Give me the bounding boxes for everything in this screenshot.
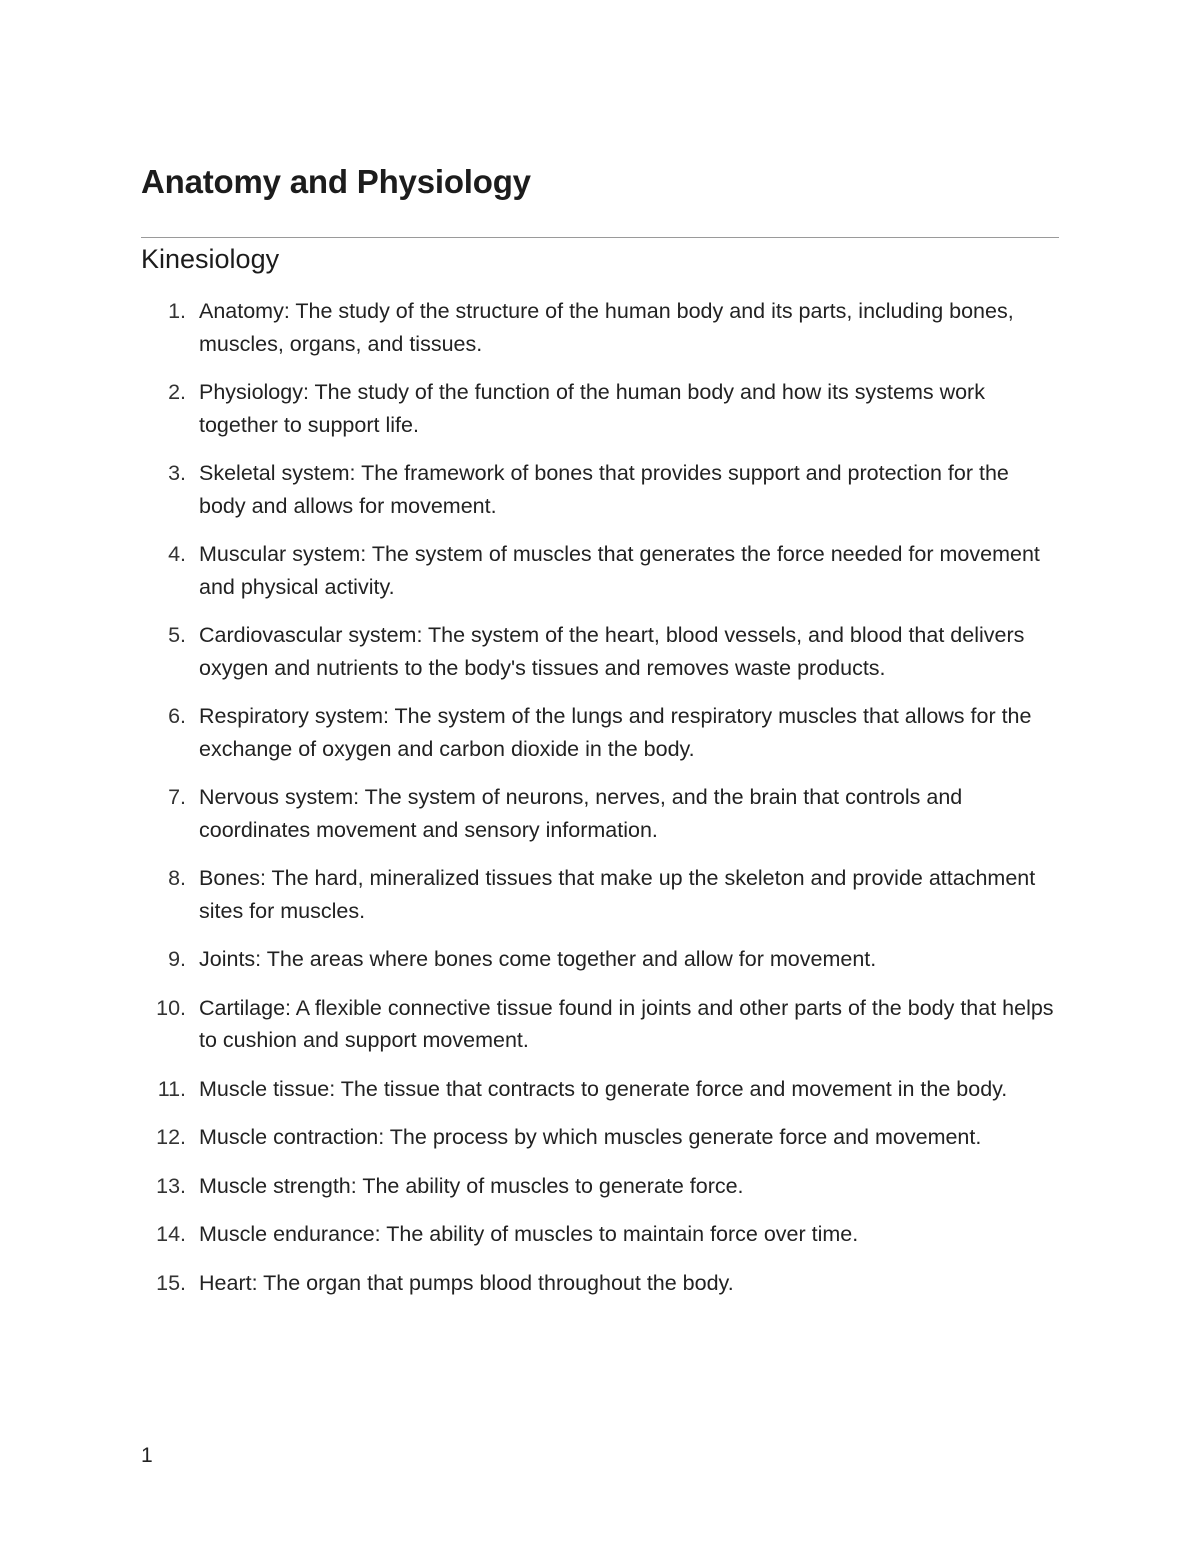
list-item [141,1073,1061,1106]
list-item-text: Cardiovascular system: The system of the heart, blood vessels, and blood that delivers oxygen and nutrients to the body's tissues and removes waste products. [199,623,1025,680]
list-item-number: 15. [156,1270,186,1295]
list-item [141,992,1061,1057]
list-item-number: 11. [157,1076,186,1101]
list-item [141,943,1061,976]
list-item-number: 13. [156,1173,186,1198]
list-item-text: Joints: The areas where bones come together and allow for movement. [199,947,877,971]
list-item [141,538,1061,603]
list-item-text: Muscle endurance: The ability of muscles to maintain force over time. [199,1222,859,1246]
list-item-text: Nervous system: The system of neurons, nerves, and the brain that controls and coordinates movement and sensory information. [199,785,963,842]
list-item-number: 10. [156,995,186,1020]
page-title: Anatomy and Physiology [141,163,531,200]
list-item-number: 7. [168,785,186,809]
list-item [141,619,1061,684]
list-item-text: Muscle contraction: The process by which muscles generate force and movement. [199,1125,982,1149]
list-item [141,457,1061,522]
list-item [141,862,1061,927]
list-item-text: Physiology: The study of the function of the human body and how its systems work together to support life. [199,380,985,437]
list-item-text: Muscle tissue: The tissue that contracts to generate force and movement in the body. [199,1076,1008,1101]
title-divider [141,237,1059,238]
list-item-number: 3. [168,461,186,485]
list-item [141,1121,1061,1154]
list-item [141,1267,1061,1300]
list-item [141,295,1061,360]
term-list [141,295,1061,1315]
list-item-number: 6. [168,704,186,728]
list-item [141,376,1061,441]
section-heading: Kinesiology [141,244,280,274]
list-item-number: 1. [168,299,186,323]
page-number: 1 [141,1444,153,1467]
list-item [141,700,1061,765]
list-item-text: Muscle strength: The ability of muscles to generate force. [199,1173,744,1198]
list-item-text: Bones: The hard, mineralized tissues that make up the skeleton and provide attachment sites for muscles. [199,866,1036,923]
list-item-number: 9. [168,947,186,971]
list-item-number: 5. [168,623,186,647]
list-item-text: Skeletal system: The framework of bones that provides support and protection for the body and allows for movement. [199,461,1009,518]
list-item-number: 12. [156,1125,186,1149]
list-item [141,781,1061,846]
list-item-text: Anatomy: The study of the structure of the human body and its parts, including bones, muscles, organs, and tissues. [199,299,1014,356]
list-item-text: Muscular system: The system of muscles that generates the force needed for movement and physical activity. [199,542,1040,599]
list-item-number: 14. [156,1222,186,1246]
list-item-text: Heart: The organ that pumps blood throughout the body. [199,1270,734,1295]
list-item-number: 4. [168,542,186,566]
list-item [141,1218,1061,1251]
list-item-number: 8. [168,866,186,890]
list-item-number: 2. [168,380,186,404]
list-item [141,1170,1061,1203]
list-item-text: Respiratory system: The system of the lungs and respiratory muscles that allows for the exchange of oxygen and carbon dioxide in the body. [199,704,1032,761]
list-item-text: Cartilage: A flexible connective tissue found in joints and other parts of the body that helps to cushion and support movement. [199,995,1054,1052]
